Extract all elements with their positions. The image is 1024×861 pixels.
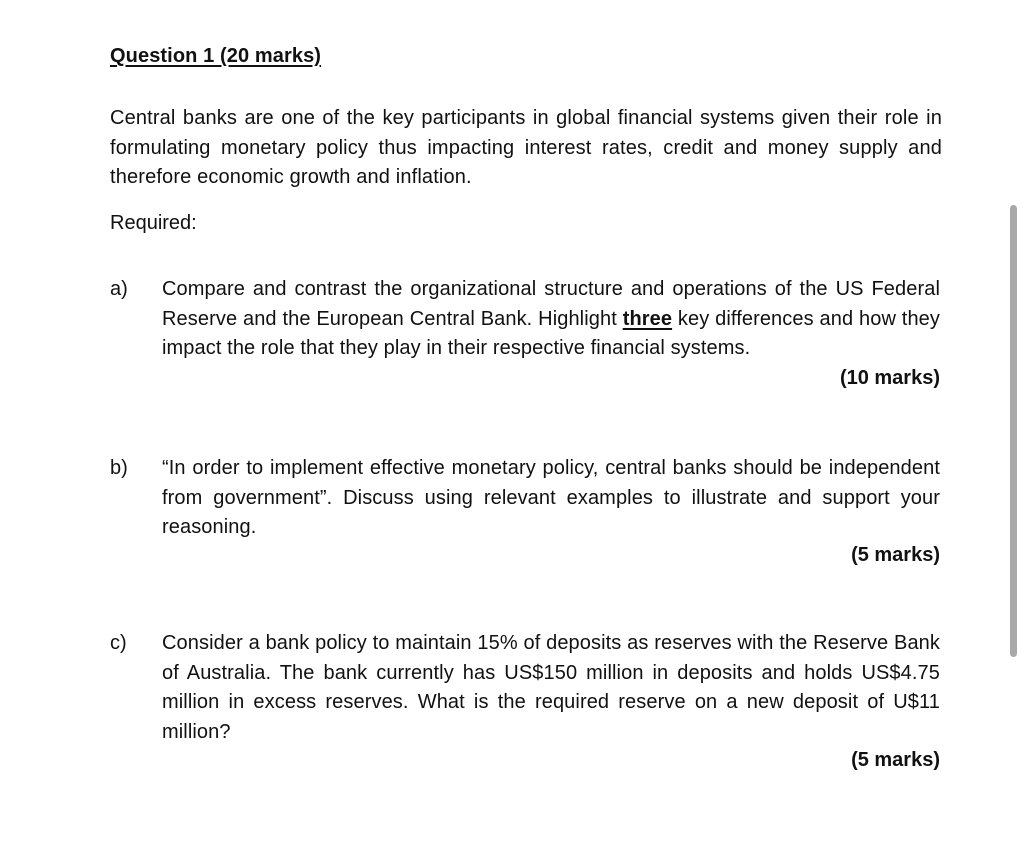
question-b-marks: (5 marks) [851, 544, 940, 566]
question-heading: Question 1 (20 marks) [110, 45, 322, 67]
question-a-label: a) [110, 278, 128, 300]
question-b-label: b) [110, 457, 128, 479]
question-c-label: c) [110, 632, 127, 654]
vertical-scrollbar[interactable] [1010, 205, 1017, 657]
question-a-emphasis: three [622, 307, 673, 330]
question-c-marks: (5 marks) [851, 749, 940, 771]
question-b-text: “In order to implement effective monetary policy, central banks should be independent from government”. Discuss using relevant examples to illustrate and support your reasoning. [162, 457, 940, 538]
question-a-text [162, 275, 940, 364]
required-label: Required: [110, 212, 197, 234]
question-a-text-after: key differences and how they impact the role that they play in their respective financial systems. [162, 307, 940, 359]
question-c-text: Consider a bank policy to maintain 15% of deposits as reserves with the Reserve Bank of Australia. The bank currently has US$150 million in deposits and holds US$4.75 million in excess reserves. What is the required reserve on a new deposit of U$11 million? [162, 632, 940, 743]
question-a-marks: (10 marks) [839, 367, 940, 389]
question-a-text-before: Compare and contrast the organizational structure and operations of the US Federal Reserve and the European Central Bank. Highlight [162, 278, 940, 330]
intro-paragraph: Central banks are one of the key participants in global financial systems given their role in formulating monetary policy thus impacting interest rates, credit and money supply and therefore economic growth and inflation. [110, 107, 942, 188]
